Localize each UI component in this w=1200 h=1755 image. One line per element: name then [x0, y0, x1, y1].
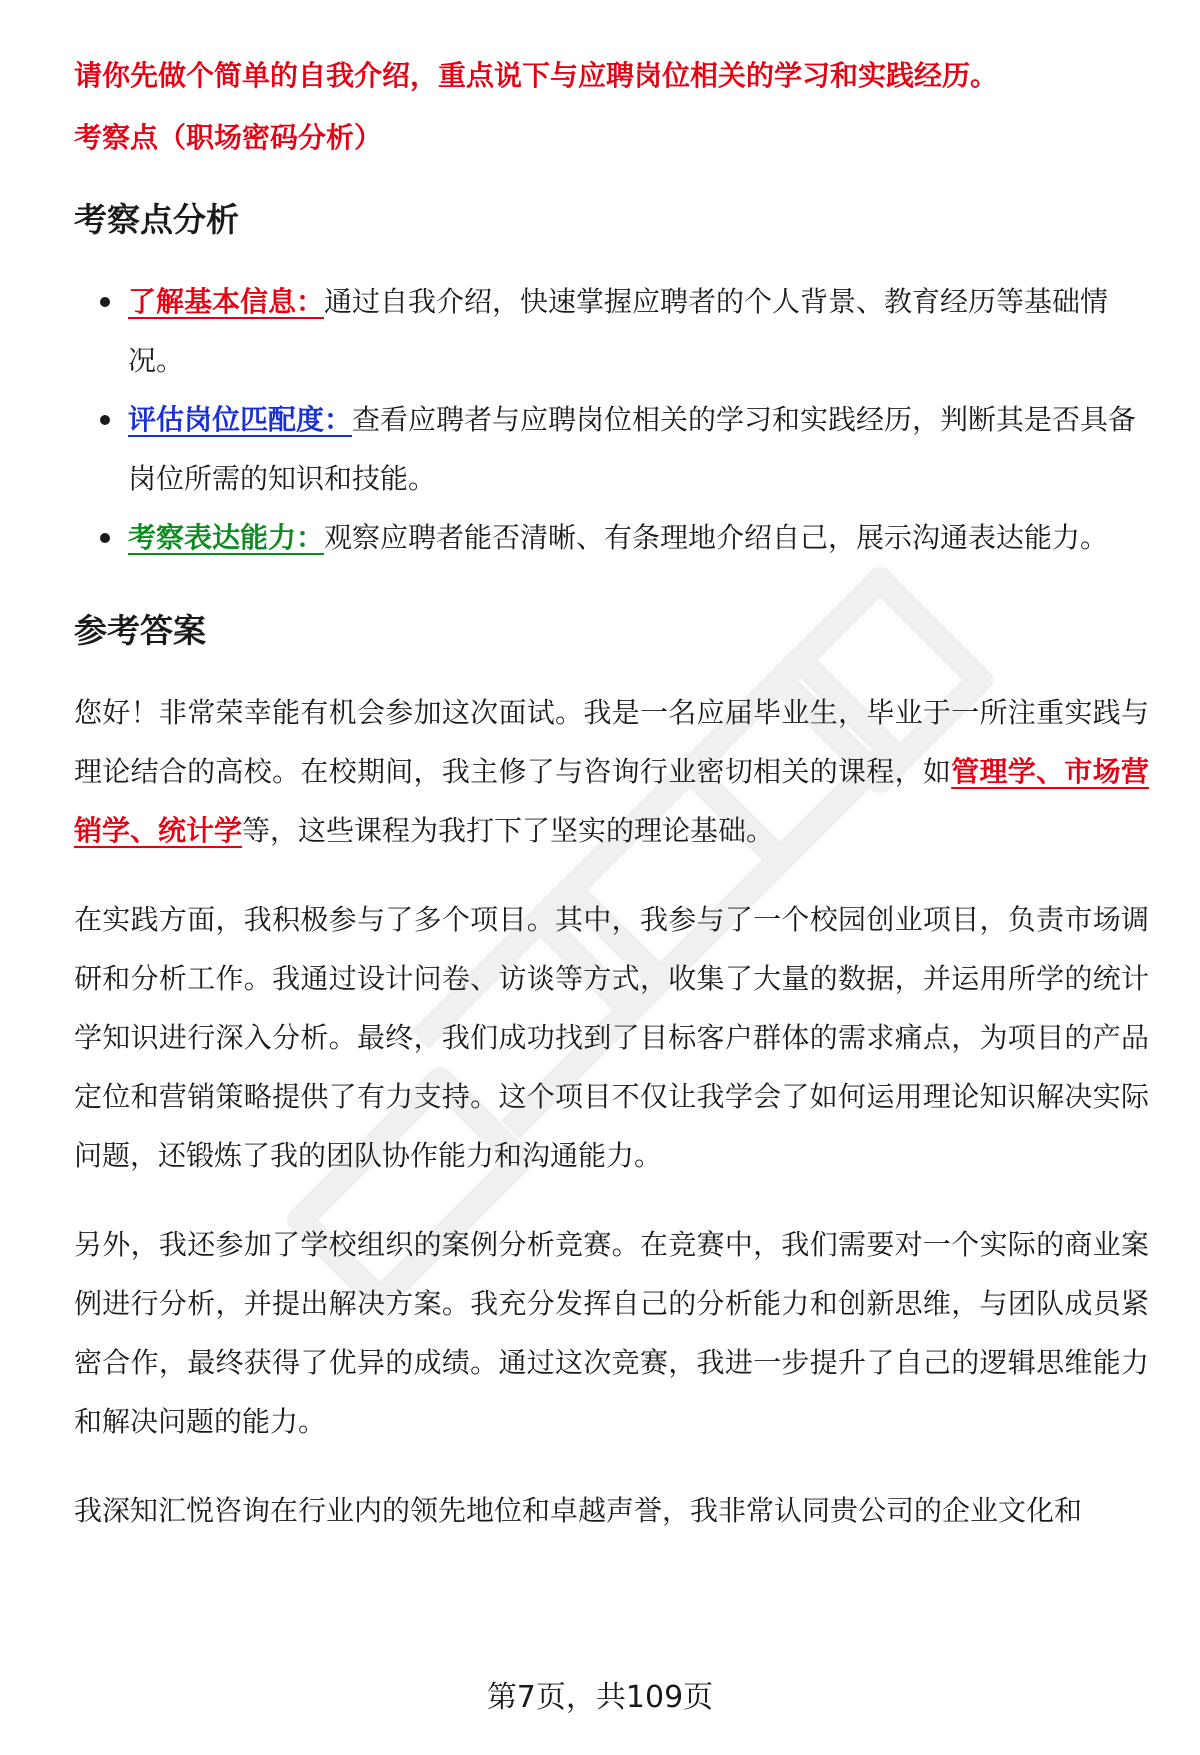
- course-highlight: 管理学、市场营销学、统计学: [74, 755, 1149, 847]
- answer-paragraph-2: 在实践方面，我积极参与了多个项目。其中，我参与了一个校园创业项目，负责市场调研和分析工作。我通过设计问卷、访谈等方式，收集了大量的数据，并运用所学的统计学知识进行深入分析。最终，我们成功找到了目标客户群体的需求痛点，为项目的产品定位和营销策略提供了有力支持。这个项目不仅让我学会了如何运用理论知识解决实际问题，还锻炼了我的团队协作能力和沟通能力。: [74, 903, 1149, 1172]
- analysis-sub-label: 考察点（职场密码分析）: [74, 121, 383, 154]
- answer-paragraph-1: [74, 683, 1149, 860]
- interview-question: 请你先做个简单的自我介绍，重点说下与应聘岗位相关的学习和实践经历。: [74, 59, 999, 92]
- answer-paragraph-4: 我深知汇悦咨询在行业内的领先地位和卓越声誉，我非常认同贵公司的企业文化和: [74, 1494, 1083, 1527]
- list-item: [74, 390, 1149, 508]
- analysis-heading: 考察点分析: [74, 200, 239, 239]
- analysis-points-list: [74, 272, 1149, 567]
- paragraph-text: 等，这些课程为我打下了坚实的理论基础。: [242, 814, 775, 847]
- answer-paragraph-3: 另外，我还参加了学校组织的案例分析竞赛。在竞赛中，我们需要对一个实际的商业案例进行分析，并提出解决方案。我充分发挥自己的分析能力和创新思维，与团队成员紧密合作，最终获得了优异的成绩。通过这次竞赛，我进一步提升了自己的逻辑思维能力和解决问题的能力。: [74, 1228, 1149, 1438]
- page-number: 第7页，共109页: [486, 1680, 714, 1715]
- document-page: [74, 56, 1149, 1570]
- point-text: 观察应聘者能否清晰、有条理地介绍自己，展示沟通表达能力。: [324, 521, 1109, 554]
- bullet-icon: [100, 415, 110, 425]
- bullet-icon: [100, 297, 110, 307]
- point-label: 了解基本信息：: [128, 285, 325, 318]
- point-text: 通过自我介绍，快速掌握应聘者的个人背景、教育经历等基础情况。: [128, 285, 1109, 377]
- list-item: [74, 272, 1149, 390]
- paragraph-text: 您好！非常荣幸能有机会参加这次面试。我是一名应届毕业生，毕业于一所注重实践与理论结合的高校。在校期间，我主修了与咨询行业密切相关的课程，如: [74, 696, 1149, 788]
- list-item: [74, 508, 1149, 567]
- answer-heading: 参考答案: [74, 611, 206, 650]
- point-label: 评估岗位匹配度：: [128, 403, 353, 436]
- bullet-icon: [100, 533, 110, 543]
- point-label: 考察表达能力：: [128, 521, 325, 554]
- point-text: 查看应聘者与应聘岗位相关的学习和实践经历，判断其是否具备岗位所需的知识和技能。: [128, 403, 1137, 495]
